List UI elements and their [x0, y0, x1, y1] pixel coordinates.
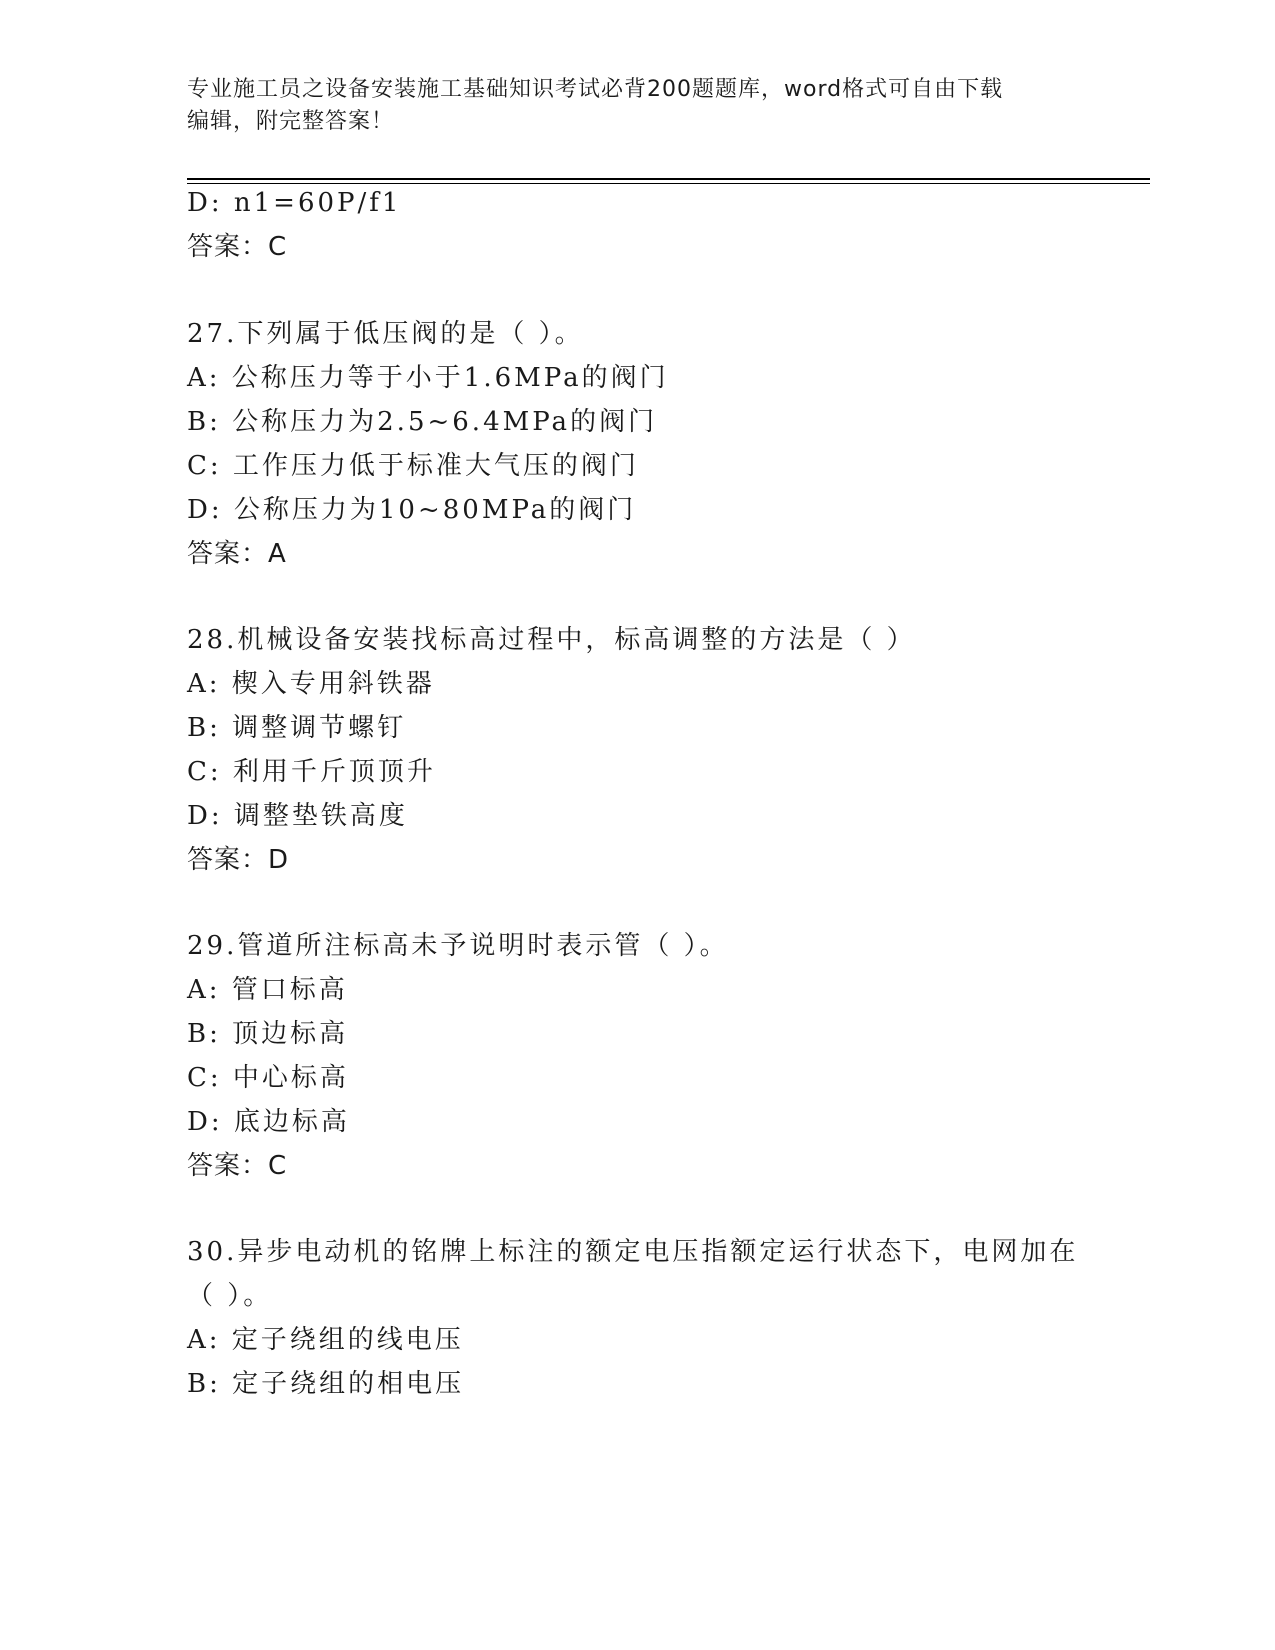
- question-29-option-d: D: 底边标高: [187, 1107, 350, 1137]
- question-28-option-b: B: 调整调节螺钉: [187, 713, 407, 743]
- prev-question-answer: 答案：C: [187, 232, 288, 262]
- question-27-option-a: A: 公称压力等于小于1.6MPa的阀门: [187, 363, 669, 393]
- question-30-stem-continued: （ ）。: [187, 1281, 273, 1311]
- question-27-answer: 答案：A: [187, 539, 287, 569]
- question-28-option-a: A: 楔入专用斜铁器: [187, 669, 435, 699]
- question-27-option-b: B: 公称压力为2.5~6.4MPa的阀门: [187, 407, 658, 437]
- question-29-option-c: C: 中心标高: [187, 1063, 349, 1093]
- document-header: [187, 74, 1087, 138]
- question-29-stem: 29.管道所注标高未予说明时表示管（ ）。: [187, 931, 729, 961]
- question-27-option-d: D: 公称压力为10~80MPa的阀门: [187, 495, 637, 525]
- header-title-line-1: 专业施工员之设备安装施工基础知识考试必背200题题库，word格式可自由下载: [187, 77, 1004, 102]
- question-30-stem: 30.异步电动机的铭牌上标注的额定电压指额定运行状态下，电网加在: [187, 1237, 1079, 1267]
- question-27-option-c: C: 工作压力低于标准大气压的阀门: [187, 451, 639, 481]
- question-30-option-b: B: 定子绕组的相电压: [187, 1369, 465, 1399]
- question-28-option-c: C: 利用千斤顶顶升: [187, 757, 436, 787]
- question-28-option-d: D: 调整垫铁高度: [187, 801, 408, 831]
- prev-question-option-d: D: n1=60P/f1: [187, 188, 402, 218]
- question-29-option-b: B: 顶边标高: [187, 1019, 349, 1049]
- question-30-option-a: A: 定子绕组的线电压: [187, 1325, 464, 1355]
- header-title-line-2: 编辑，附完整答案！: [187, 109, 395, 134]
- question-29-option-a: A: 管口标高: [187, 975, 348, 1005]
- question-28-stem: 28.机械设备安装找标高过程中，标高调整的方法是（ ）: [187, 625, 916, 655]
- question-28-answer: 答案：D: [187, 845, 290, 875]
- question-27-stem: 27.下列属于低压阀的是（ ）。: [187, 319, 584, 349]
- header-divider: [187, 178, 1150, 184]
- question-29-answer: 答案：C: [187, 1151, 288, 1181]
